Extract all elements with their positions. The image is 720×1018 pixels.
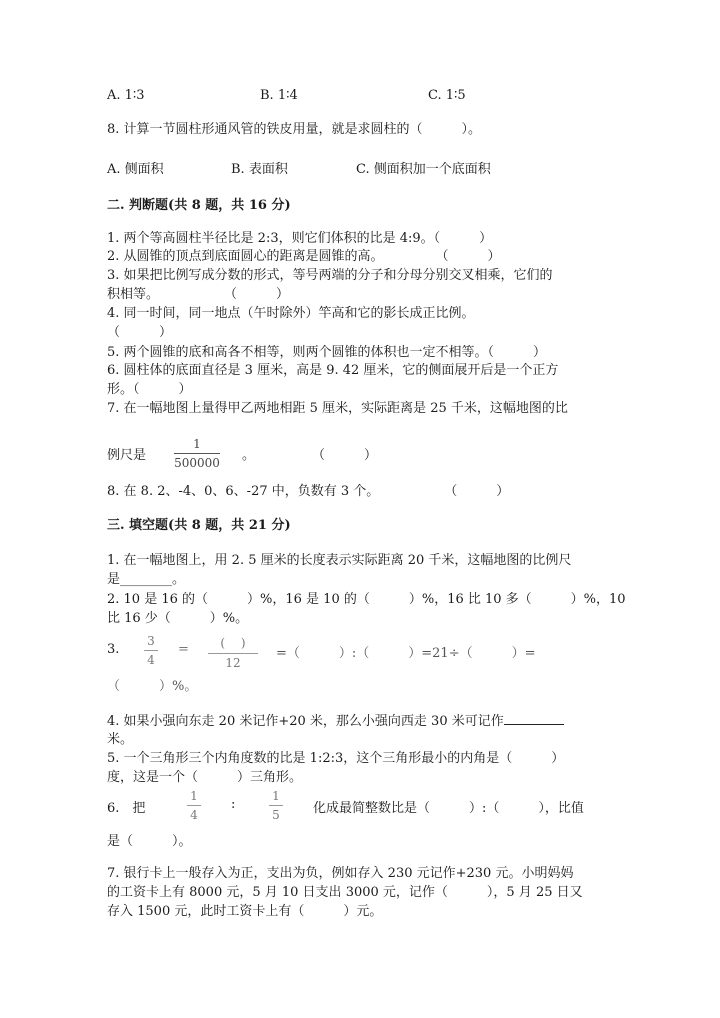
q3-end: （ ）%。	[107, 679, 198, 694]
judge-item: 5. 两个圆锥的底和高各不相等，则两个圆锥的体积也一定不相等。（ ）	[107, 345, 547, 360]
q3-numerator: 3	[147, 634, 155, 648]
scale-fraction	[174, 437, 220, 470]
section-2-title: 二. 判断题(共 8 题，共 16 分)	[107, 198, 291, 213]
judge-item: 6. 圆柱体的底面直径是 3 厘米，高是 9. 42 厘米，它的侧面展开后是一个正方	[107, 363, 559, 378]
fraction-bar	[269, 805, 283, 806]
fill-item: 的工资卡上有 8000 元，5 月 10 日支出 3000 元，记作（ ），5 月 25 日又	[107, 885, 583, 900]
judge-item: （ ）	[107, 325, 173, 340]
q6-rest: 化成最简整数比是（ ）:（ ），比值	[313, 801, 584, 816]
scale-prefix: 例尺是	[107, 448, 147, 463]
q6-numerator-2: 1	[272, 789, 280, 803]
q6-denominator-2: 5	[272, 808, 280, 822]
q8-option-b: B. 表面积	[231, 162, 288, 177]
option-c: C. 1∶5	[428, 88, 466, 103]
fraction-bar	[187, 805, 201, 806]
judge-item: 1. 两个等高圆柱半径比是 2:3，则它们体积的比是 4:9。（ ）	[107, 231, 493, 246]
option-a: A. 1∶3	[107, 88, 145, 103]
judge-item: 8. 在 8. 2、-4、0、6、-27 中，负数有 3 个。 （ ）	[107, 484, 510, 499]
judge-item: 形。（ ）	[107, 382, 192, 397]
section-3-title: 三. 填空题(共 8 题，共 21 分)	[107, 518, 291, 533]
q3-denominator: 4	[147, 653, 155, 667]
scale-period: 。	[242, 448, 256, 463]
scale-numerator: 1	[193, 437, 201, 451]
q4-blank	[504, 711, 564, 725]
q6-colon: :	[231, 797, 236, 812]
fill-item: 米。	[107, 732, 134, 747]
q3-blank-denominator: 12	[225, 656, 241, 670]
scale-denominator: 500000	[174, 456, 220, 470]
q3-fraction	[144, 634, 158, 667]
judge-item: 7. 在一幅地图上量得甲乙两地相距 5 厘米，实际距离是 25 千米，这幅地图的比	[107, 401, 568, 416]
q3-equals: =	[178, 642, 189, 657]
fill-item: 1. 在一幅地图上，用 2. 5 厘米的长度表示实际距离 20 千米，这幅地图的比例尺	[107, 553, 572, 568]
option-b: B. 1∶4	[260, 88, 298, 103]
q8-option-c: C. 侧面积加一个底面积	[356, 162, 491, 177]
judge-item: 积相等。 （ ）	[107, 287, 290, 302]
fraction-bar	[144, 650, 158, 651]
q3-blank-numerator: ( )	[220, 636, 246, 650]
q6-denominator-1: 4	[190, 808, 198, 822]
fill-item: 度，这是一个（ ）三角形。	[107, 770, 303, 785]
q6-fraction-2	[269, 789, 283, 822]
q8-option-a: A. 侧面积	[107, 162, 164, 177]
q3-blank-fraction	[208, 634, 258, 670]
q6-label: 6. 把	[107, 801, 146, 816]
answer-paren: （ ）	[312, 448, 378, 463]
fill-item: 存入 1500 元，此时工资卡上有（ ）元。	[107, 904, 383, 919]
q6-numerator-1: 1	[190, 789, 198, 803]
fraction-bar	[208, 653, 258, 654]
q6-end: 是（ ）。	[107, 834, 192, 849]
q3-label: 3.	[107, 642, 120, 657]
judge-item: 3. 如果把比例写成分数的形式，等号两端的分子和分母分别交叉相乘，它们的	[107, 268, 553, 283]
q6-fraction-1	[187, 789, 201, 822]
q3-rest: =（ ）:（ ）=21÷（ ）=	[276, 646, 536, 661]
q4-text: 4. 如果小强向东走 20 米记作+20 米，那么小强向西走 30 米可记作	[107, 714, 504, 729]
fill-item: 比 16 少（ ）%。	[107, 611, 249, 626]
question-8: 8. 计算一节圆柱形通风管的铁皮用量，就是求圆柱的（ ）。	[107, 122, 482, 137]
fill-item: 是________。	[107, 572, 186, 587]
fill-item: 5. 一个三角形三个内角度数的比是 1:2:3，这个三角形最小的内角是（ ）	[107, 751, 565, 766]
fill-item: 2. 10 是 16 的（ ）%，16 是 10 的（ ）%，16 比 10 多（ ）%，10	[107, 592, 626, 607]
fraction-bar	[174, 453, 220, 454]
fill-item: 7. 银行卡上一般存入为正，支出为负，例如存入 230 元记作+230 元。小明妈妈	[107, 866, 574, 881]
fill-item	[107, 711, 564, 732]
judge-item: 4. 同一时间，同一地点（午时除外）竿高和它的影长成正比例。	[107, 306, 475, 321]
judge-item: 2. 从圆锥的顶点到底面圆心的距离是圆锥的高。 （ ）	[107, 249, 501, 264]
